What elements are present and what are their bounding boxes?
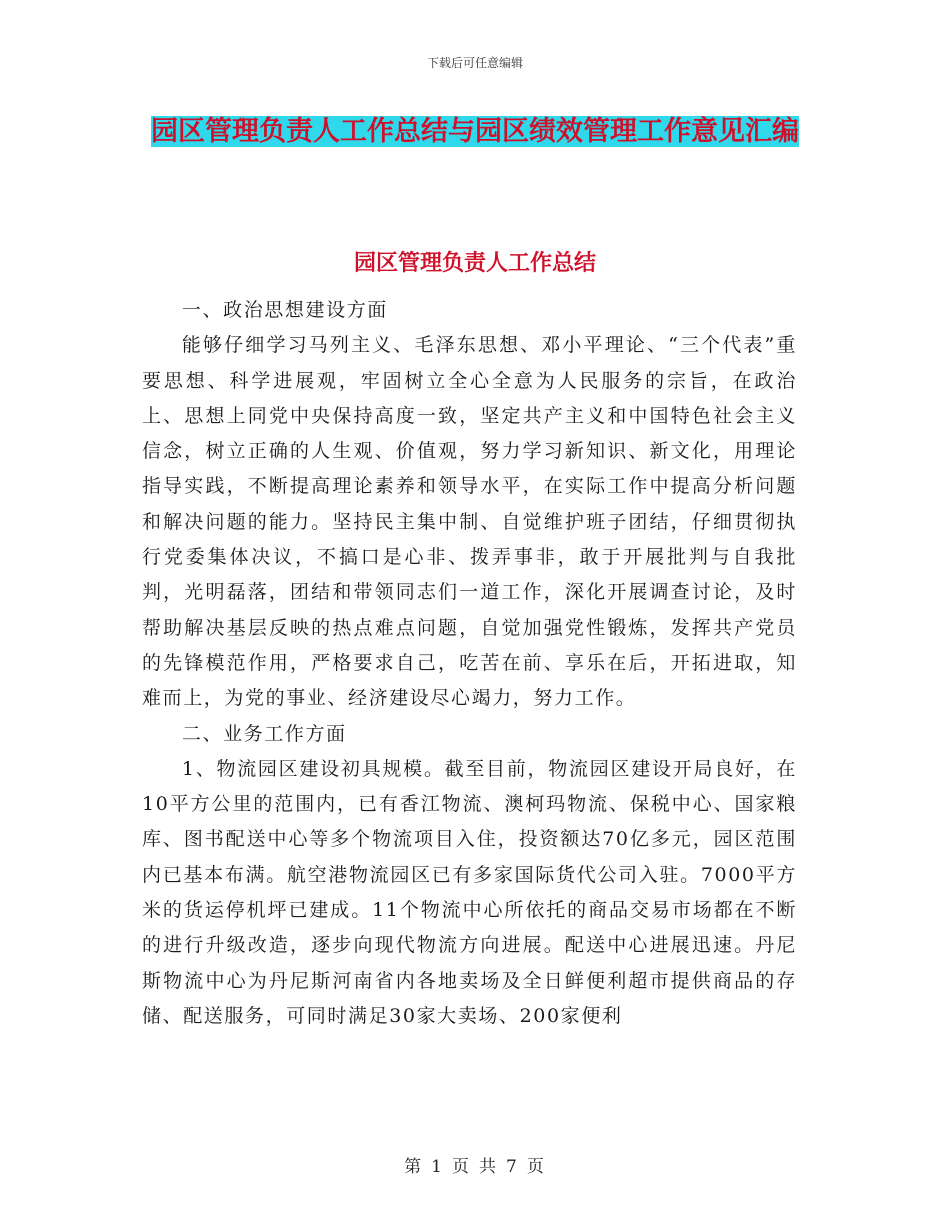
section-title: 园区管理负责人工作总结 [353, 250, 596, 276]
document-title [145, 108, 805, 156]
header-note: 下载后可任意编辑 [426, 56, 523, 70]
paragraph-political: 能够仔细学习马列主义、毛泽东思想、邓小平理论、“三个代表”重要思想、科学进展观，牢固树立全心全意为人民服务的宗旨，在政治上、思想上同党中央保持高度一致，坚定共产主义和中国特色社会主义信念，树立正确的人生观、价值观，努力学习新知识、新文化，用理论指导实践，不断提高理论素养和领导水平，在实际工作中提高分析问题和解决问题的能力。坚持民主集中制、自觉维护班子团结，仔细贯彻执行党委集体决议，不搞口是心非、拨弄事非，敢于开展批判与自我批判，光明磊落，团结和带领同志们一道工作，深化开展调查讨论，及时帮助解决基层反映的热点难点问题，自觉加强党性锻炼，发挥共产党员的先锋模范作用，严格要求自己，吃苦在前、享乐在后，开拓进取，知难而上，为党的事业、经济建设尽心竭力，努力工作。 [142, 334, 797, 710]
footer-page-word: 页 [452, 1157, 471, 1177]
footer-total-pages: 7 [506, 1157, 519, 1177]
document-body [142, 293, 797, 1034]
heading-political: 一、政治思想建设方面 [181, 299, 388, 321]
footer-current-page: 1 [431, 1157, 444, 1177]
footer-suffix: 页 [526, 1157, 546, 1177]
footer-prefix: 第 [404, 1157, 424, 1177]
paragraph-logistics: 1、物流园区建设初具规模。截至目前，物流园区建设开局良好，在10平方公里的范围内，已有香江物流、澳柯玛物流、保税中心、国家粮库、图书配送中心等多个物流项目入住，投资额达70亿多元，园区范围内已基本布满。航空港物流园区已有多家国际货代公司入驻。7000平方米的货运停机坪已建成。11个物流中心所依托的商品交易市场都在不断的进行升级改造，逐步向现代物流方向进展。配送中心进展迅速。丹尼斯物流中心为丹尼斯河南省内各地卖场及全日鲜便利超市提供商品的存储、配送服务，可同时满足30家大卖场、200家便利 [142, 757, 797, 1027]
document-title-text: 园区管理负责人工作总结与园区绩效管理工作意见汇编 [151, 116, 799, 147]
page-footer [0, 1152, 950, 1177]
footer-total-word: 共 [479, 1157, 498, 1177]
heading-business: 二、业务工作方面 [181, 722, 347, 745]
